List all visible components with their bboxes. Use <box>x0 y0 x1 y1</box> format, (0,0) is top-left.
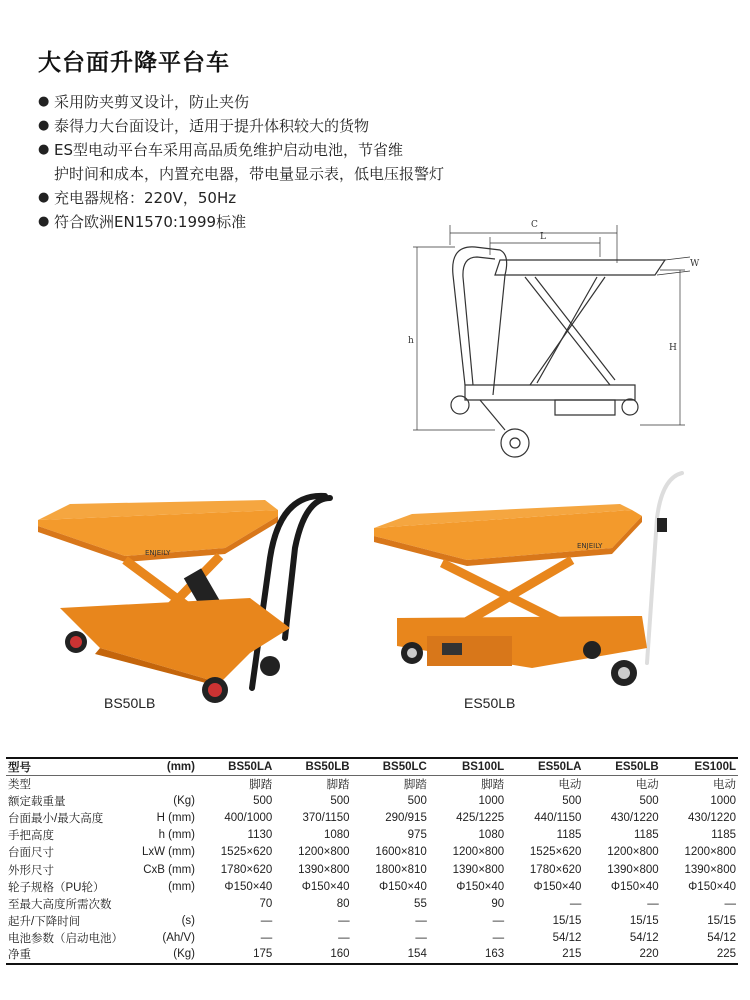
header-model-name: BS100L <box>429 758 506 776</box>
caption-bs50lb: BS50LB <box>104 695 156 711</box>
table-cell: 1390×800 <box>684 863 736 876</box>
table-cell: Φ150×40 <box>456 880 505 893</box>
feature-text: 符合欧洲EN1570:1999标准 <box>54 213 247 231</box>
table-cell: 400/1000 <box>224 812 273 825</box>
row-label: 起升/下降时间 <box>8 915 81 928</box>
row-unit: (s) <box>181 914 195 927</box>
row-label: 电池参数（启动电池） <box>8 932 123 945</box>
header-model: 型号 <box>6 758 125 776</box>
header-model-name: BS50LA <box>197 758 274 776</box>
table-cell: 425/1225 <box>456 812 505 825</box>
feature-item <box>38 138 518 186</box>
diagram-wheel <box>451 396 469 414</box>
table-cell: 1200×800 <box>607 846 659 859</box>
dim-label-w: W <box>690 259 700 269</box>
feature-text-cont: 护时间和成本，内置充电器，带电量显示表，低电压报警灯 <box>54 165 445 183</box>
table-row <box>6 776 738 793</box>
feature-list <box>38 90 518 234</box>
header-model-name: BS50LB <box>274 758 351 776</box>
row-label: 轮子规格（PU轮） <box>8 881 105 894</box>
diagram-handle <box>453 247 507 395</box>
diagram-wheel <box>622 399 638 415</box>
table-row <box>6 810 738 827</box>
feature-text: ES型电动平台车采用高品质免维护启动电池，节省维 <box>54 141 404 159</box>
table-cell: — <box>260 931 273 944</box>
table-cell: 70 <box>259 897 273 910</box>
row-unit: H (mm) <box>156 812 195 825</box>
table-cell: — <box>569 897 582 910</box>
table-row <box>6 793 738 810</box>
table-cell: 1185 <box>633 829 659 842</box>
table-cell: 440/1150 <box>534 812 582 825</box>
row-label: 至最大高度所需次数 <box>8 898 112 911</box>
table-cell: Φ150×40 <box>533 880 582 893</box>
table-cell: 215 <box>506 946 583 963</box>
table-cell: 1080 <box>323 829 350 842</box>
table-cell: 430/1220 <box>688 812 736 825</box>
table-cell: 1185 <box>711 829 736 842</box>
table-cell: 1780×620 <box>529 863 582 876</box>
table-cell: 160 <box>274 946 351 963</box>
table-cell: 500 <box>407 795 427 808</box>
table-cell: Φ150×40 <box>610 880 659 893</box>
table-cell: 500 <box>562 795 582 808</box>
es-controller <box>657 518 667 532</box>
es-brand: ENJEILY <box>577 542 603 550</box>
product-photo-es50lb <box>372 468 692 720</box>
table-cell: 80 <box>336 897 350 910</box>
table-cell: 1800×810 <box>375 863 427 876</box>
row-label: 类型 <box>8 779 31 792</box>
table-cell: 电动 <box>558 779 582 792</box>
diagram-wheel <box>501 429 529 457</box>
feature-text: 采用防夹剪叉设计，防止夹伤 <box>54 93 250 111</box>
feature-text: 充电器规格：220V，50Hz <box>54 189 237 207</box>
diagram-platform <box>495 260 665 275</box>
table-cell: 15/15 <box>629 914 659 927</box>
diagram-scissor <box>525 277 610 385</box>
row-unit: CxB (mm) <box>143 863 195 876</box>
row-label: 额定载重量 <box>8 796 66 809</box>
table-cell: Φ150×40 <box>224 880 273 893</box>
row-label: 手把高度 <box>8 830 54 843</box>
spec-header-row <box>6 758 738 776</box>
bullet-icon: ● <box>38 118 50 133</box>
table-cell: 1200×800 <box>298 846 350 859</box>
feature-item <box>38 186 518 210</box>
dimension-diagram <box>405 215 705 465</box>
table-cell: 1390×800 <box>452 863 505 876</box>
bullet-icon: ● <box>38 142 50 157</box>
table-cell: 脚踏 <box>249 779 273 792</box>
row-unit <box>125 895 197 912</box>
table-cell: 975 <box>407 829 427 842</box>
row-unit: (Kg) <box>173 795 195 808</box>
table-cell: 1600×810 <box>375 846 427 859</box>
table-cell: — <box>492 914 505 927</box>
table-cell: — <box>724 897 736 910</box>
table-cell: — <box>415 914 427 927</box>
table-cell: 1780×620 <box>220 863 273 876</box>
diagram-base <box>465 385 635 400</box>
table-row <box>6 861 738 878</box>
table-cell: — <box>338 931 350 944</box>
row-label: 台面最小/最大高度 <box>8 813 104 826</box>
table-cell: 1000 <box>478 795 505 808</box>
table-cell: 54/12 <box>629 931 659 944</box>
bullet-icon: ● <box>38 190 50 205</box>
table-row <box>6 844 738 861</box>
table-row <box>6 946 738 963</box>
header-unit: (mm) <box>125 758 197 776</box>
table-cell: Φ150×40 <box>378 880 427 893</box>
header-model-name: ES50LB <box>583 758 660 776</box>
table-cell: 1200×800 <box>452 846 505 859</box>
table-row <box>6 878 738 895</box>
table-row <box>6 912 738 929</box>
table-cell: 1000 <box>710 795 736 808</box>
table-cell: 220 <box>583 946 660 963</box>
table-cell: 154 <box>352 946 429 963</box>
row-label: 台面尺寸 <box>8 847 54 860</box>
table-cell: — <box>647 897 659 910</box>
table-cell: 1525×620 <box>529 846 582 859</box>
table-cell: — <box>338 914 350 927</box>
dim-label-c: C <box>531 220 538 230</box>
table-cell: — <box>260 914 273 927</box>
table-cell: 15/15 <box>707 914 736 927</box>
es-handle <box>647 473 682 663</box>
table-cell: Φ150×40 <box>688 880 736 893</box>
table-cell: 脚踏 <box>403 779 427 792</box>
table-cell: 90 <box>491 897 505 910</box>
row-unit <box>125 776 197 793</box>
row-label: 净重 <box>6 946 125 963</box>
spec-table <box>6 757 738 965</box>
table-cell: 电动 <box>635 779 659 792</box>
table-cell: 500 <box>253 795 273 808</box>
page-title: 大台面升降平台车 <box>38 50 230 76</box>
table-cell: 脚踏 <box>481 779 505 792</box>
feature-item <box>38 90 518 114</box>
table-cell: 电动 <box>713 779 736 792</box>
header-model-name: ES100L <box>661 758 738 776</box>
table-cell: 370/1150 <box>302 812 350 825</box>
table-cell: 175 <box>197 946 274 963</box>
table-cell: 1525×620 <box>220 846 273 859</box>
table-cell: 290/915 <box>385 812 427 825</box>
table-cell: 54/12 <box>707 931 736 944</box>
table-row <box>6 929 738 946</box>
row-unit: (Ah/V) <box>162 931 195 944</box>
row-label: 外形尺寸 <box>8 864 54 877</box>
table-cell: — <box>415 931 427 944</box>
caption-es50lb: ES50LB <box>464 695 516 711</box>
table-cell: 1185 <box>556 829 582 842</box>
table-cell: 430/1220 <box>610 812 659 825</box>
product-photo-bs50lb <box>30 488 350 720</box>
table-cell: 55 <box>414 897 427 910</box>
table-cell: 1130 <box>247 829 273 842</box>
header-model-name: BS50LC <box>352 758 429 776</box>
es-platform <box>374 504 642 566</box>
table-cell: Φ150×40 <box>301 880 350 893</box>
row-unit: (mm) <box>168 880 195 893</box>
table-cell: — <box>492 931 505 944</box>
dim-label-h-small: h <box>408 336 414 346</box>
bullet-icon: ● <box>38 214 50 229</box>
table-cell: 500 <box>330 795 350 808</box>
es-base <box>397 616 647 668</box>
table-cell: 1200×800 <box>684 846 736 859</box>
table-cell: 500 <box>639 795 659 808</box>
bs-platform <box>38 500 278 562</box>
table-row <box>6 827 738 844</box>
dim-label-h-large: H <box>669 343 677 353</box>
header-model-name: ES50LA <box>506 758 583 776</box>
feature-item <box>38 114 518 138</box>
table-cell: 1390×800 <box>298 863 350 876</box>
table-cell: 225 <box>661 946 738 963</box>
table-cell: 15/15 <box>552 914 582 927</box>
table-cell: 1390×800 <box>607 863 659 876</box>
table-cell: 脚踏 <box>326 779 350 792</box>
row-unit: LxW (mm) <box>141 846 195 859</box>
table-cell: 1080 <box>478 829 505 842</box>
row-unit: (Kg) <box>125 946 197 963</box>
table-cell: 54/12 <box>552 931 582 944</box>
bullet-icon: ● <box>38 94 50 109</box>
row-unit: h (mm) <box>158 829 195 842</box>
dim-label-l: L <box>540 232 546 242</box>
table-cell: 163 <box>429 946 506 963</box>
table-row <box>6 895 738 912</box>
bs-brand: ENJEILY <box>145 549 171 557</box>
feature-text: 泰得力大台面设计，适用于提升体积较大的货物 <box>54 117 370 135</box>
